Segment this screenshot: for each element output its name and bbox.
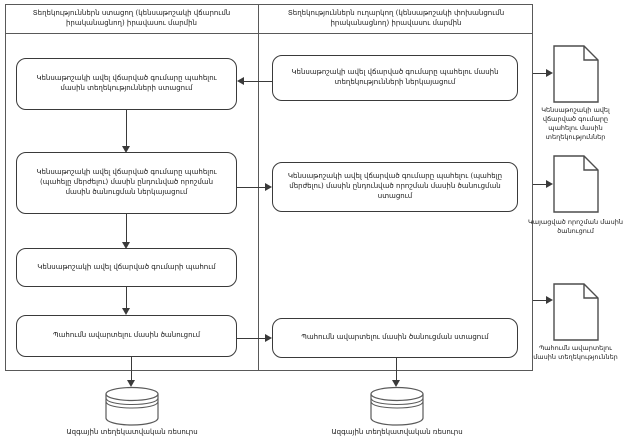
connector-left4-to-right3 — [237, 338, 266, 339]
process-box-left-1-label: Կենսաթոշակի ավել վճարված գումարը պահելու մասին տեղեկությունների ստացում — [36, 74, 217, 92]
document-label-1 — [528, 106, 623, 142]
document-label-3-text: Պահումն ավարտելու մասին տեղեկություններ — [533, 344, 618, 362]
database-icon — [105, 386, 159, 426]
process-box-left-3-label: Կենսաթոշակի ավել վճարված գումարի պահում — [37, 262, 216, 271]
process-box-right-3 — [272, 318, 518, 358]
lane-header-right-label: Տեղեկություններն ուղարկող (կենսաթոշակի փոխանցումն իրականացնող) իրավասու մարմին — [287, 9, 505, 27]
document-icon — [553, 45, 599, 103]
process-box-left-3 — [16, 248, 237, 287]
connector-right3-to-database-right — [396, 358, 397, 381]
document-label-2 — [528, 218, 623, 236]
connector-to-document-2 — [533, 184, 547, 185]
arrowhead-right-icon — [546, 296, 553, 304]
document-label-1-text: Կենսաթոշակի ավել վճարված գումարը պահելու մասին տեղեկություններ — [541, 106, 610, 142]
arrowhead-left-icon — [237, 77, 244, 85]
database-label-right-text: Ազգային տեղեկատվական ռեսուրս — [331, 428, 463, 436]
document-label-2-text: Կայացված որոշման մասին ծանուցում — [528, 218, 623, 236]
arrowhead-down-icon — [122, 308, 130, 315]
process-box-right-2 — [272, 162, 518, 212]
database-label-right — [322, 428, 472, 437]
process-box-left-2-label: Կենսաթոշակի ավել վճարված գումարը պահելու (պահելը մերժելու) մասին ընդունված որոշման մասին ծանուցման ներկայացում — [36, 168, 217, 196]
lane-header-right — [262, 5, 530, 32]
connector-left4-to-database-left — [131, 357, 132, 381]
process-box-left-4-label: Պահումն ավարտելու մասին ծանուցում — [52, 331, 201, 340]
process-box-left-1 — [16, 58, 237, 110]
process-box-right-3-label: Պահումն ավարտելու մասին ծանուցման ստացում — [301, 333, 489, 342]
header-separator — [5, 33, 533, 34]
connector-right1-to-left1 — [243, 81, 272, 82]
connector-left2-to-right2 — [237, 187, 266, 188]
process-box-right-1-label: Կենսաթոշակի ավել վճարված գումարը պահելու մասին տեղեկությունների ներկայացում — [291, 68, 499, 86]
document-label-3 — [528, 344, 623, 362]
connector-left1-to-left2 — [126, 110, 127, 147]
process-box-left-4 — [16, 315, 237, 357]
document-icon — [553, 155, 599, 213]
connector-left2-to-left3 — [126, 214, 127, 243]
arrowhead-down-icon — [122, 146, 130, 153]
connector-to-document-3 — [533, 300, 547, 301]
database-label-left-text: Ազգային տեղեկատվական ռեսուրս — [66, 428, 198, 436]
connector-to-document-1 — [533, 73, 547, 74]
arrowhead-right-icon — [265, 183, 272, 191]
arrowhead-right-icon — [546, 180, 553, 188]
database-icon — [370, 386, 424, 426]
arrowhead-right-icon — [546, 69, 553, 77]
arrowhead-right-icon — [265, 334, 272, 342]
database-label-left — [57, 428, 207, 437]
connector-left3-to-left4 — [126, 287, 127, 309]
lane-header-left-label: Տեղեկություններն ստացող (կենսաթոշակի վճարումն իրականացնող) իրավասու մարմին — [32, 9, 231, 27]
process-box-left-2 — [16, 152, 237, 214]
process-box-right-2-label: Կենսաթոշակի ավել վճարված գումարը պահելու (պահելը մերժելու) մասին ընդունված որոշման մասին ծանուցման ստացում — [287, 172, 503, 200]
document-icon — [553, 283, 599, 341]
arrowhead-down-icon — [122, 242, 130, 249]
process-box-right-1 — [272, 55, 518, 101]
lane-header-left — [8, 5, 255, 32]
